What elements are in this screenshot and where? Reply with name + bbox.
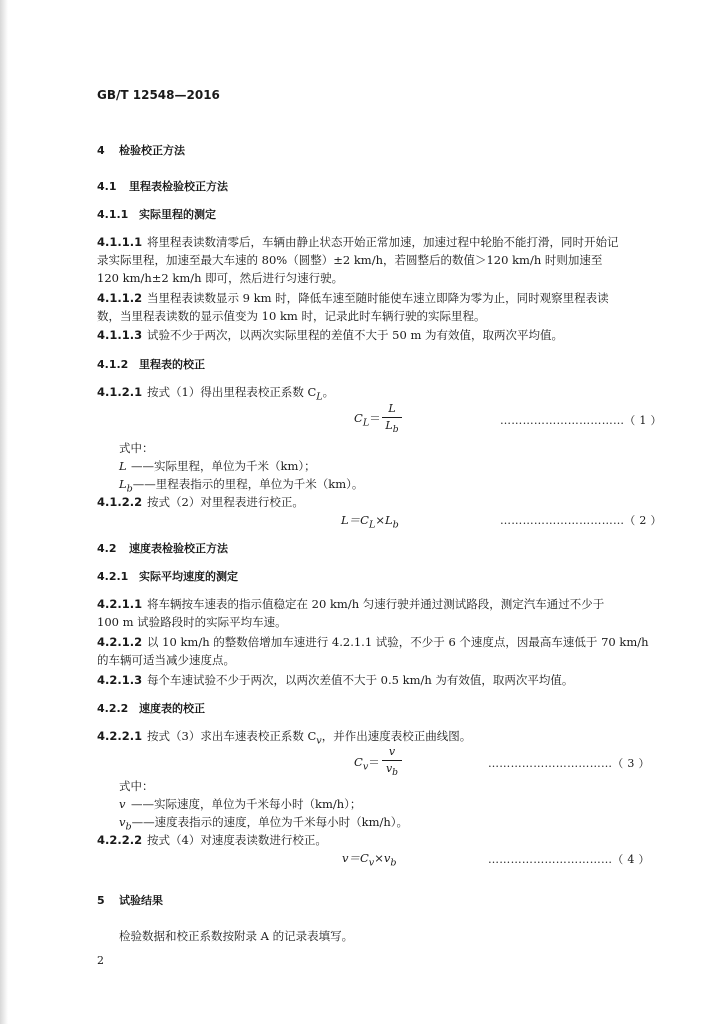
section-number: 4.2 [97, 542, 117, 555]
subscript: v [362, 761, 369, 773]
equals: ＝ [369, 411, 381, 425]
paragraph-end: 。 [322, 385, 335, 399]
definition-text: ——速度表指示的速度，单位为千米每小时（km/h）。 [131, 815, 409, 829]
equation-4-number: ……………………………（ 4 ） [488, 853, 650, 866]
subscript: b [392, 424, 399, 436]
equation-1-fraction [382, 402, 402, 434]
subscript: L [316, 391, 323, 403]
subscript: v [368, 857, 375, 869]
subscript: v [316, 735, 322, 747]
section-title: 试验结果 [119, 894, 163, 907]
equation-2-expression [341, 514, 399, 531]
paragraph-4-2-1-3 [97, 674, 573, 688]
paragraph-4-2-1-2-line-2: 的车辆可适当减少速度点。 [97, 653, 235, 667]
clause-number: 4.1.2.1 [97, 385, 143, 399]
clause-number: 4.1.1.1 [97, 235, 143, 249]
where-1-item-1 [119, 460, 316, 474]
expression-part: ×v [374, 851, 391, 865]
paragraph-text: 按式（3）求出车速表校正系数 C [147, 729, 317, 743]
equation-1-number: ……………………………（ 1 ） [500, 414, 662, 427]
paragraph-text: 按式（2）对里程表进行校正。 [147, 495, 304, 509]
definition-text: ——实际速度，单位为千米每小时（km/h）； [131, 797, 362, 811]
fraction-bar [382, 760, 402, 761]
clause-number: 4.2.1.1 [97, 597, 143, 611]
paragraph-4-2-1-1-line-2: 100 m 试验路段时的实际平均车速。 [97, 615, 287, 629]
paragraph-4-2-1-2-line-1 [97, 636, 649, 650]
clause-number: 4.1.1.2 [97, 291, 143, 305]
numerator: v [388, 745, 396, 758]
where-label-1: 式中： [119, 441, 154, 455]
clause-number: 4.2.2.1 [97, 729, 143, 743]
paragraph-4-2-2-1 [97, 730, 471, 747]
section-title: 速度表的校正 [139, 702, 205, 715]
symbol: v [119, 815, 126, 829]
fraction-bar [382, 417, 402, 418]
paragraph-text: 当里程表读数显示 9 km 时，降低车速至随时能使车速立即降为零为止，同时观察里程表读 [147, 291, 609, 305]
section-4-1-heading [97, 180, 228, 193]
definition-text: ——实际里程，单位为千米（km）； [131, 459, 316, 473]
section-title: 里程表检验校正方法 [129, 180, 228, 193]
equation-2-number: ……………………………（ 2 ） [500, 514, 662, 527]
paragraph-4-1-1-2-line-1 [97, 292, 609, 306]
paragraph-4-1-1-1-line-3: 120 km/h±2 km/h 即可，然后进行匀速行驶。 [97, 271, 344, 285]
section-title: 实际里程的测定 [139, 208, 216, 221]
denominator [382, 762, 402, 778]
section-title: 速度表检验校正方法 [129, 542, 228, 555]
expression-part: v＝C [342, 851, 369, 865]
section-title: 里程表的校正 [139, 358, 205, 371]
clause-number: 4.1.2.2 [97, 495, 143, 509]
symbol: L [119, 459, 127, 473]
paragraph-text: 将里程表读数清零后，车辆由静止状态开始正常加速，加速过程中轮胎不能打滑，同时开始记 [147, 235, 619, 249]
section-number: 4.1 [97, 180, 117, 193]
section-4-heading [97, 144, 185, 157]
paragraph-text: 试验不少于两次，以两次实际里程的差值不大于 50 m 为有效值，取两次平均值。 [147, 328, 564, 342]
section-5-heading [97, 894, 163, 907]
section-title: 检验校正方法 [119, 144, 185, 157]
section-number: 4.2.1 [97, 570, 129, 583]
subscript: L [362, 417, 370, 429]
paragraph-text: 每个车速试验不少于两次，以两次差值不大于 0.5 km/h 为有效值，取两次平均值。 [147, 673, 574, 687]
symbol: v [385, 762, 393, 775]
equation-3-lhs [354, 756, 380, 773]
equation-3-fraction [382, 745, 402, 777]
paragraph-5: 检验数据和校正系数按附录 A 的记录表填写。 [119, 929, 354, 943]
paragraph-text: 将车辆按车速表的指示值稳定在 20 km/h 匀速行驶并通过测试路段，测定汽车通过不少于 [147, 597, 605, 611]
section-number: 4 [97, 144, 105, 157]
numerator: L [388, 402, 396, 415]
where-2-item-1 [119, 798, 361, 812]
section-title: 实际平均速度的测定 [139, 570, 238, 583]
paragraph-text: 按式（4）对速度表读数进行校正。 [147, 833, 327, 847]
symbol: C [354, 755, 363, 769]
standard-code-header: GB/T 12548—2016 [97, 88, 220, 102]
expression-part: ×L [375, 513, 393, 527]
equation-4-expression [342, 852, 397, 869]
clause-number: 4.2.1.3 [97, 673, 143, 687]
section-number: 4.1.2 [97, 358, 129, 371]
paragraph-4-1-2-1 [97, 386, 334, 403]
expression-part: L＝C [341, 513, 369, 527]
section-4-1-1-heading [97, 208, 216, 221]
symbol: C [354, 411, 363, 425]
paragraph-end: ，并作出速度表校正曲线图。 [321, 729, 472, 743]
equation-1-lhs [354, 412, 381, 429]
definition-text: ——里程表指示的里程，单位为千米（km）。 [132, 477, 364, 491]
clause-number: 4.1.1.3 [97, 328, 143, 342]
subscript: b [392, 767, 399, 779]
paragraph-text: 以 10 km/h 的整数倍增加车速进行 4.2.1.1 试验，不少于 6 个速度点，因最高车速低于 70 km/h [147, 635, 649, 649]
paragraph-4-2-1-1-line-1 [97, 598, 604, 612]
clause-number: 4.2.2.2 [97, 833, 143, 847]
paragraph-4-1-1-2-line-2: 数，当里程表读数的显示值变为 10 km 时，记录此时车辆行驶的实际里程。 [97, 309, 486, 323]
where-label-2: 式中： [119, 779, 154, 793]
paragraph-4-1-2-2 [97, 496, 304, 510]
symbol: L [119, 477, 127, 491]
subscript: b [392, 519, 399, 531]
equals: ＝ [368, 755, 380, 769]
section-number: 5 [97, 894, 105, 907]
section-4-2-heading [97, 542, 228, 555]
subscript: b [125, 821, 132, 833]
page-number: 2 [97, 954, 104, 967]
paragraph-4-1-1-3 [97, 329, 563, 343]
paragraph-text: 按式（1）得出里程表校正系数 C [147, 385, 317, 399]
section-4-1-2-heading [97, 358, 205, 371]
subscript: L [368, 519, 376, 531]
section-number: 4.2.2 [97, 702, 129, 715]
denominator [382, 419, 402, 435]
paragraph-4-1-1-1-line-1 [97, 236, 619, 250]
symbol: v [119, 797, 126, 811]
where-2-item-2 [119, 816, 408, 833]
subscript: b [126, 483, 133, 495]
paragraph-4-2-2-2 [97, 834, 327, 848]
equation-3-number: ……………………………（ 3 ） [488, 757, 650, 770]
clause-number: 4.2.1.2 [97, 635, 143, 649]
paragraph-4-1-1-1-line-2: 录实际里程，加速至最大车速的 80%（圆整）±2 km/h，若圆整后的数值＞120 km/h 时则加速至 [97, 253, 603, 267]
section-4-2-1-heading [97, 570, 238, 583]
where-1-item-2 [119, 478, 363, 495]
subscript: b [390, 857, 397, 869]
section-4-2-2-heading [97, 702, 205, 715]
section-number: 4.1.1 [97, 208, 129, 221]
symbol: L [385, 419, 393, 432]
scan-margin-shadow [0, 0, 8, 1024]
